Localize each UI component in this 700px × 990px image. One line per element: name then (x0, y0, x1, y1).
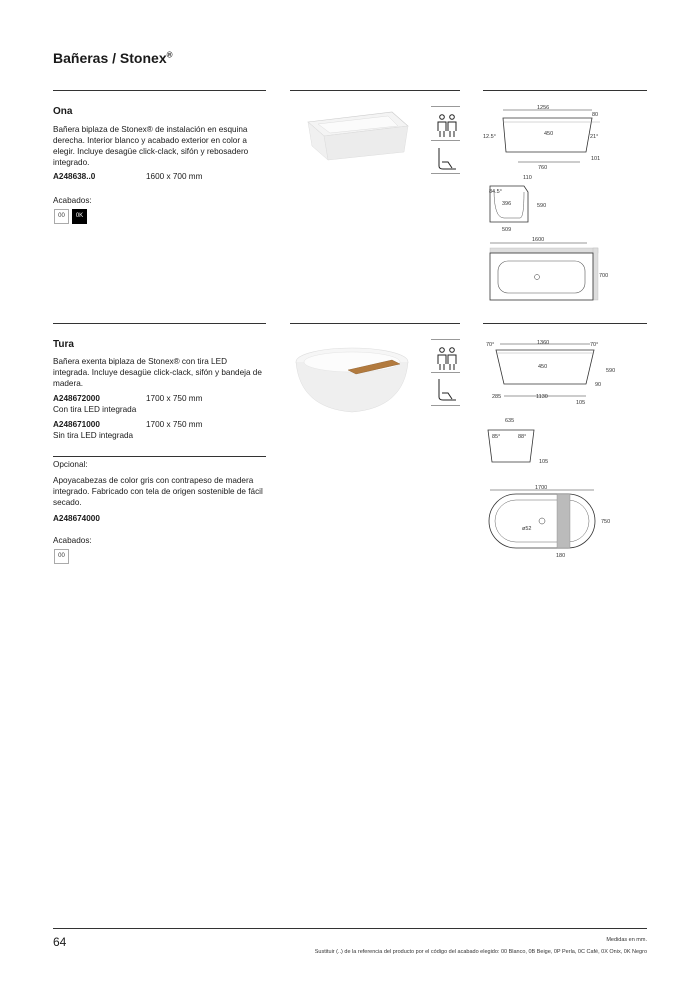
ona-side-drawing (482, 172, 552, 234)
dim-text: 590 (606, 368, 616, 374)
dim-text: 635 (505, 418, 515, 424)
two-person-icon (434, 345, 460, 373)
divider (290, 90, 460, 91)
finishes-label: Acabados: (53, 196, 92, 205)
dim-text: 1256 (537, 105, 550, 111)
reclining-bath-icon (434, 146, 460, 174)
divider (431, 405, 460, 406)
divider (290, 323, 460, 324)
dim-text: 101 (591, 156, 601, 162)
optional-description: Apoyacabezas de color gris con contrapeso de madera integrado. Fabricado con tela de origen sostenible de fácil secado. (53, 476, 263, 507)
measures-note: Medidas en mm. (606, 937, 647, 943)
product-size: 1700 x 750 mm (146, 420, 203, 429)
dim-text: 590 (537, 203, 547, 209)
optional-code: A248674000 (53, 514, 100, 523)
divider (431, 372, 460, 373)
divider (431, 140, 460, 141)
dim-text: 1360 (537, 340, 550, 346)
dim-text: 70° (486, 342, 495, 348)
dim-text: 12.5° (483, 134, 496, 140)
dim-text: ø52 (522, 526, 532, 532)
tura-plan-drawing (482, 480, 617, 562)
dim-text: 1600 (532, 237, 545, 243)
page-title-text: Bañeras / Stonex (53, 50, 167, 66)
ona-plan-drawing (482, 234, 612, 304)
dim-text: 180 (556, 553, 566, 559)
dim-text: 509 (502, 227, 512, 233)
finish-swatch-white[interactable]: 00 (54, 209, 69, 224)
ona-front-drawing (482, 100, 607, 175)
finish-code-note: Sustituir (..) de la referencia del producto por el código del acabado elegido: 00 Blanco, 0B Beige, 0P Perla, 0C Café, 0X Onix, 0K Negro (314, 949, 647, 955)
variant-note: Sin tira LED integrada (53, 431, 134, 440)
dim-text: 110 (523, 175, 532, 181)
dim-text: 285 (492, 394, 502, 400)
dim-text: 1130 (536, 394, 548, 400)
dim-text: 760 (538, 165, 548, 171)
product-name: Tura (53, 339, 74, 350)
divider (53, 456, 266, 457)
divider (53, 323, 266, 324)
tura-front-drawing (482, 336, 617, 411)
dim-text: 90 (595, 382, 602, 388)
dim-text: 85° (492, 434, 501, 440)
divider (483, 323, 647, 324)
two-person-icon (434, 112, 460, 140)
dim-text: 21° (590, 134, 599, 140)
dim-text: 450 (538, 364, 548, 370)
dim-text: 105 (576, 400, 586, 406)
finishes-label: Acabados: (53, 536, 92, 545)
dim-text: 396 (502, 201, 512, 207)
dim-text: 700 (599, 273, 609, 279)
divider (53, 928, 647, 929)
divider (53, 90, 266, 91)
registered-mark: ® (166, 50, 173, 60)
divider (483, 90, 647, 91)
product-size: 1700 x 750 mm (146, 394, 203, 403)
product-code: A248671000 (53, 420, 100, 429)
divider (431, 106, 460, 107)
dim-text: 750 (601, 519, 611, 525)
tura-bathtub-image (290, 338, 415, 418)
dim-text: 1700 (535, 485, 548, 491)
divider (431, 173, 460, 174)
finish-swatch-white[interactable]: 00 (54, 549, 69, 564)
product-code: A248638..0 (53, 172, 96, 181)
finish-swatch-black[interactable]: 0K (72, 209, 87, 224)
tura-side-drawing (482, 412, 557, 470)
product-description: Bañera exenta biplaza de Stonex® con tira LED integrada. Incluye desagüe click-clack, sifón y bandeja de madera. (53, 357, 262, 388)
optional-label: Opcional: (53, 460, 88, 469)
product-code: A248672000 (53, 394, 100, 403)
variant-note: Con tira LED integrada (53, 405, 137, 414)
ona-bathtub-image (300, 100, 415, 170)
page-title (53, 50, 173, 66)
product-size: 1600 x 700 mm (146, 172, 203, 181)
reclining-bath-icon (434, 377, 460, 405)
dim-text: 70° (590, 342, 599, 348)
divider (431, 339, 460, 340)
product-name: Ona (53, 106, 73, 117)
dim-text: 450 (544, 131, 554, 137)
dim-text: 88° (518, 434, 527, 440)
product-description: Bañera biplaza de Stonex® de instalación en esquina derecha. Interior blanco y acabado exterior en color a elegir. Incluye desagüe click-clack, sifón y rebosadero integrado. (53, 125, 249, 167)
dim-text: 80 (592, 112, 599, 118)
dim-text: 84.5° (489, 189, 502, 195)
dim-text: 105 (539, 459, 549, 465)
page-number: 64 (53, 935, 67, 949)
